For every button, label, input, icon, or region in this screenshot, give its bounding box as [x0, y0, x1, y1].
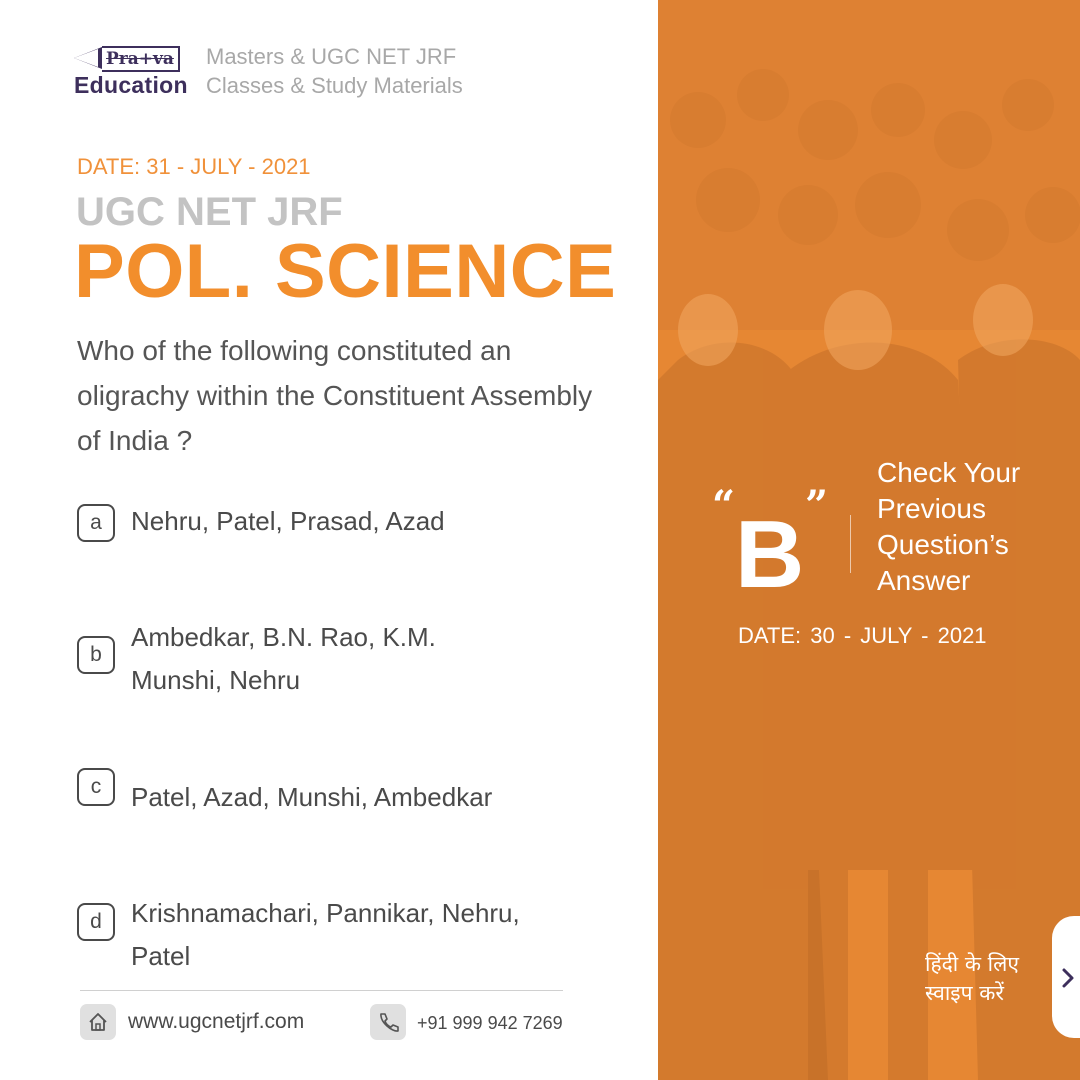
option-key: a — [77, 504, 115, 542]
phone-icon[interactable] — [370, 1004, 406, 1040]
previous-date: DATE: 30 - JULY - 2021 — [738, 623, 987, 648]
website-link[interactable]: www.ugcnetjrf.com — [128, 1010, 305, 1033]
option-text: Patel, Azad, Munshi, Ambedkar — [131, 782, 493, 812]
logo-wordmark — [74, 46, 186, 70]
chevron-right-icon — [1056, 966, 1080, 990]
tagline-line-2: Classes & Study Materials — [206, 73, 463, 98]
answer-separator — [850, 515, 851, 573]
footer-divider — [80, 990, 563, 991]
option-text: Krishnamachari, Pannikar, Nehru, Patel — [131, 898, 520, 971]
post-date: DATE: 31 - JULY - 2021 — [77, 154, 311, 179]
brand-logo — [74, 44, 190, 100]
tagline-line-1: Masters & UGC NET JRF — [206, 44, 457, 69]
quote-open: “ — [712, 482, 736, 529]
option-text: Nehru, Patel, Prasad, Azad — [131, 506, 445, 536]
home-icon[interactable] — [80, 1004, 116, 1040]
subject-title: POL. SCIENCE — [74, 229, 617, 314]
swipe-next-button[interactable] — [1052, 916, 1080, 1038]
brand-tagline — [206, 42, 463, 100]
option-text: Ambedkar, B.N. Rao, K.M. Munshi, Nehru — [131, 622, 436, 695]
phone-number[interactable]: +91 999 942 7269 — [417, 1013, 563, 1033]
hindi-swipe-text: हिंदी के लिए स्वाइप करें — [925, 952, 1019, 1005]
logo-arrow-inner — [74, 49, 98, 67]
exam-title: UGC NET JRF — [76, 190, 343, 234]
previous-answer: B — [735, 501, 805, 608]
quote-close: ” — [805, 482, 829, 529]
logo-name: Pra+va — [102, 46, 180, 72]
option-key: d — [77, 903, 115, 941]
logo-subtitle: Education — [74, 72, 188, 98]
option-key: b — [77, 636, 115, 674]
check-answer-text: Check Your Previous Question’s Answer — [877, 457, 1021, 596]
question-text: Who of the following constituted an oligrachy within the Constituent Assembly of India ? — [77, 335, 593, 456]
option-key: c — [77, 768, 115, 806]
